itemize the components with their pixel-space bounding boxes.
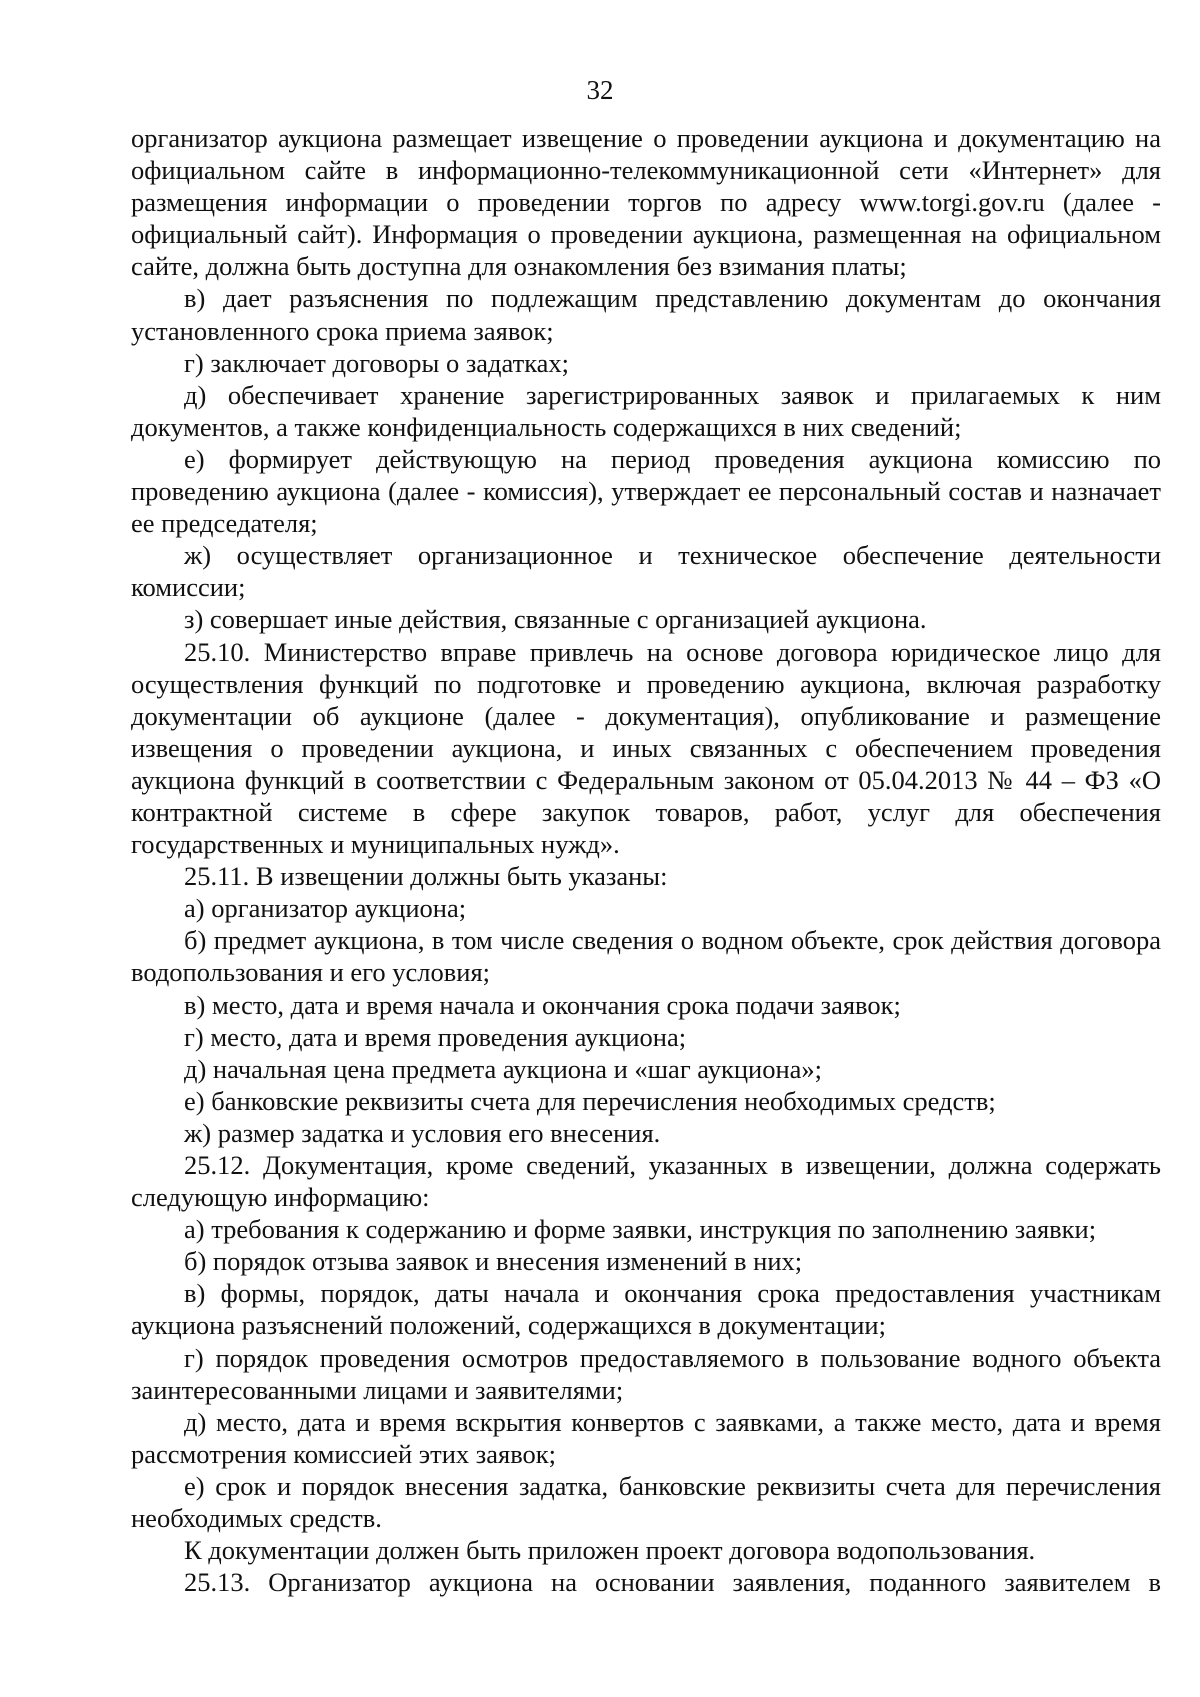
paragraph: г) место, дата и время проведения аукциона; [184,1021,687,1052]
paragraph: д) место, дата и время вскрытия конвертов с заявками, а также место, дата и время рассмотрения комиссией этих заявок; [131,1406,1161,1469]
paragraph: К документации должен быть приложен проект договора водопользования. [184,1535,1036,1566]
paragraph: в) место, дата и время начала и окончания срока подачи заявок; [184,989,901,1020]
paragraph: 25.13. Организатор аукциона на основании заявления, поданного заявителем в [184,1567,1161,1598]
paragraph: в) формы, порядок, даты начала и окончания срока предоставления участникам аукциона разъяснений положений, содержащихся в документации; [131,1278,1161,1341]
paragraph: г) порядок проведения осмотров предоставляемого в пользование водного объекта заинтересованными лицами и заявителями; [131,1342,1161,1405]
paragraph: е) банковские реквизиты счета для перечисления необходимых средств; [184,1085,996,1116]
paragraph: е) формирует действующую на период проведения аукциона комиссию по проведению аукциона (далее - комиссия), утверждает ее персональный состав и назначает ее председателя; [131,443,1161,539]
paragraph: б) порядок отзыва заявок и внесения изменений в них; [184,1246,803,1277]
paragraph: е) срок и порядок внесения задатка, банковские реквизиты счета для перечисления необходимых средств. [131,1470,1161,1534]
paragraph: 25.10. Министерство вправе привлечь на основе договора юридическое лицо для осуществления функций по подготовке и проведению аукциона, включая разработку документации об аукционе (далее - документация), опубликование и размещение извещения о проведении аукциона, и иных связанных с обеспечением проведения аукциона функций в соответствии с Федеральным законом от 05.04.2013 № 44 – ФЗ «О контрактной системе в сфере закупок товаров, работ, услуг для обеспечения государственных и муниципальных нужд». [131,636,1161,860]
document-body [131,122,1161,1598]
paragraph: 25.12. Документация, кроме сведений, указанных в извещении, должна содержать следующую информацию: [131,1150,1161,1213]
paragraph: а) требования к содержанию и форме заявки, инструкция по заполнению заявки; [184,1214,1097,1245]
page-number: 32 [586,75,614,105]
paragraph: а) организатор аукциона; [184,893,467,924]
paragraph: ж) размер задатка и условия его внесения. [184,1117,661,1148]
paragraph: в) дает разъяснения по подлежащим представлению документам до окончания установленного срока приема заявок; [131,283,1161,346]
paragraph: ж) осуществляет организационное и техническое обеспечение деятельности комиссии; [131,540,1161,603]
paragraph: б) предмет аукциона, в том числе сведения о водном объекте, срок действия договора водопользования и его условия; [131,925,1161,988]
paragraph: д) обеспечивает хранение зарегистрированных заявок и прилагаемых к ним документов, а также конфиденциальность содержащихся в них сведений; [131,379,1161,442]
paragraph: 25.11. В извещении должны быть указаны: [184,861,668,892]
paragraph: г) заключает договоры о задатках; [184,347,570,378]
paragraph: з) совершает иные действия, связанные с организацией аукциона. [184,604,927,635]
paragraph: организатор аукциона размещает извещение о проведении аукциона и документацию на официальном сайте в информационно-телекоммуникационной сети «Интернет» для размещения информации о проведении торгов по адресу www.torgi.gov.ru (далее - официальный сайт). Информация о проведении аукциона, размещенная на официальном сайте, должна быть доступна для ознакомления без взимания платы; [131,123,1161,282]
paragraph: д) начальная цена предмета аукциона и «шаг аукциона»; [184,1053,823,1084]
